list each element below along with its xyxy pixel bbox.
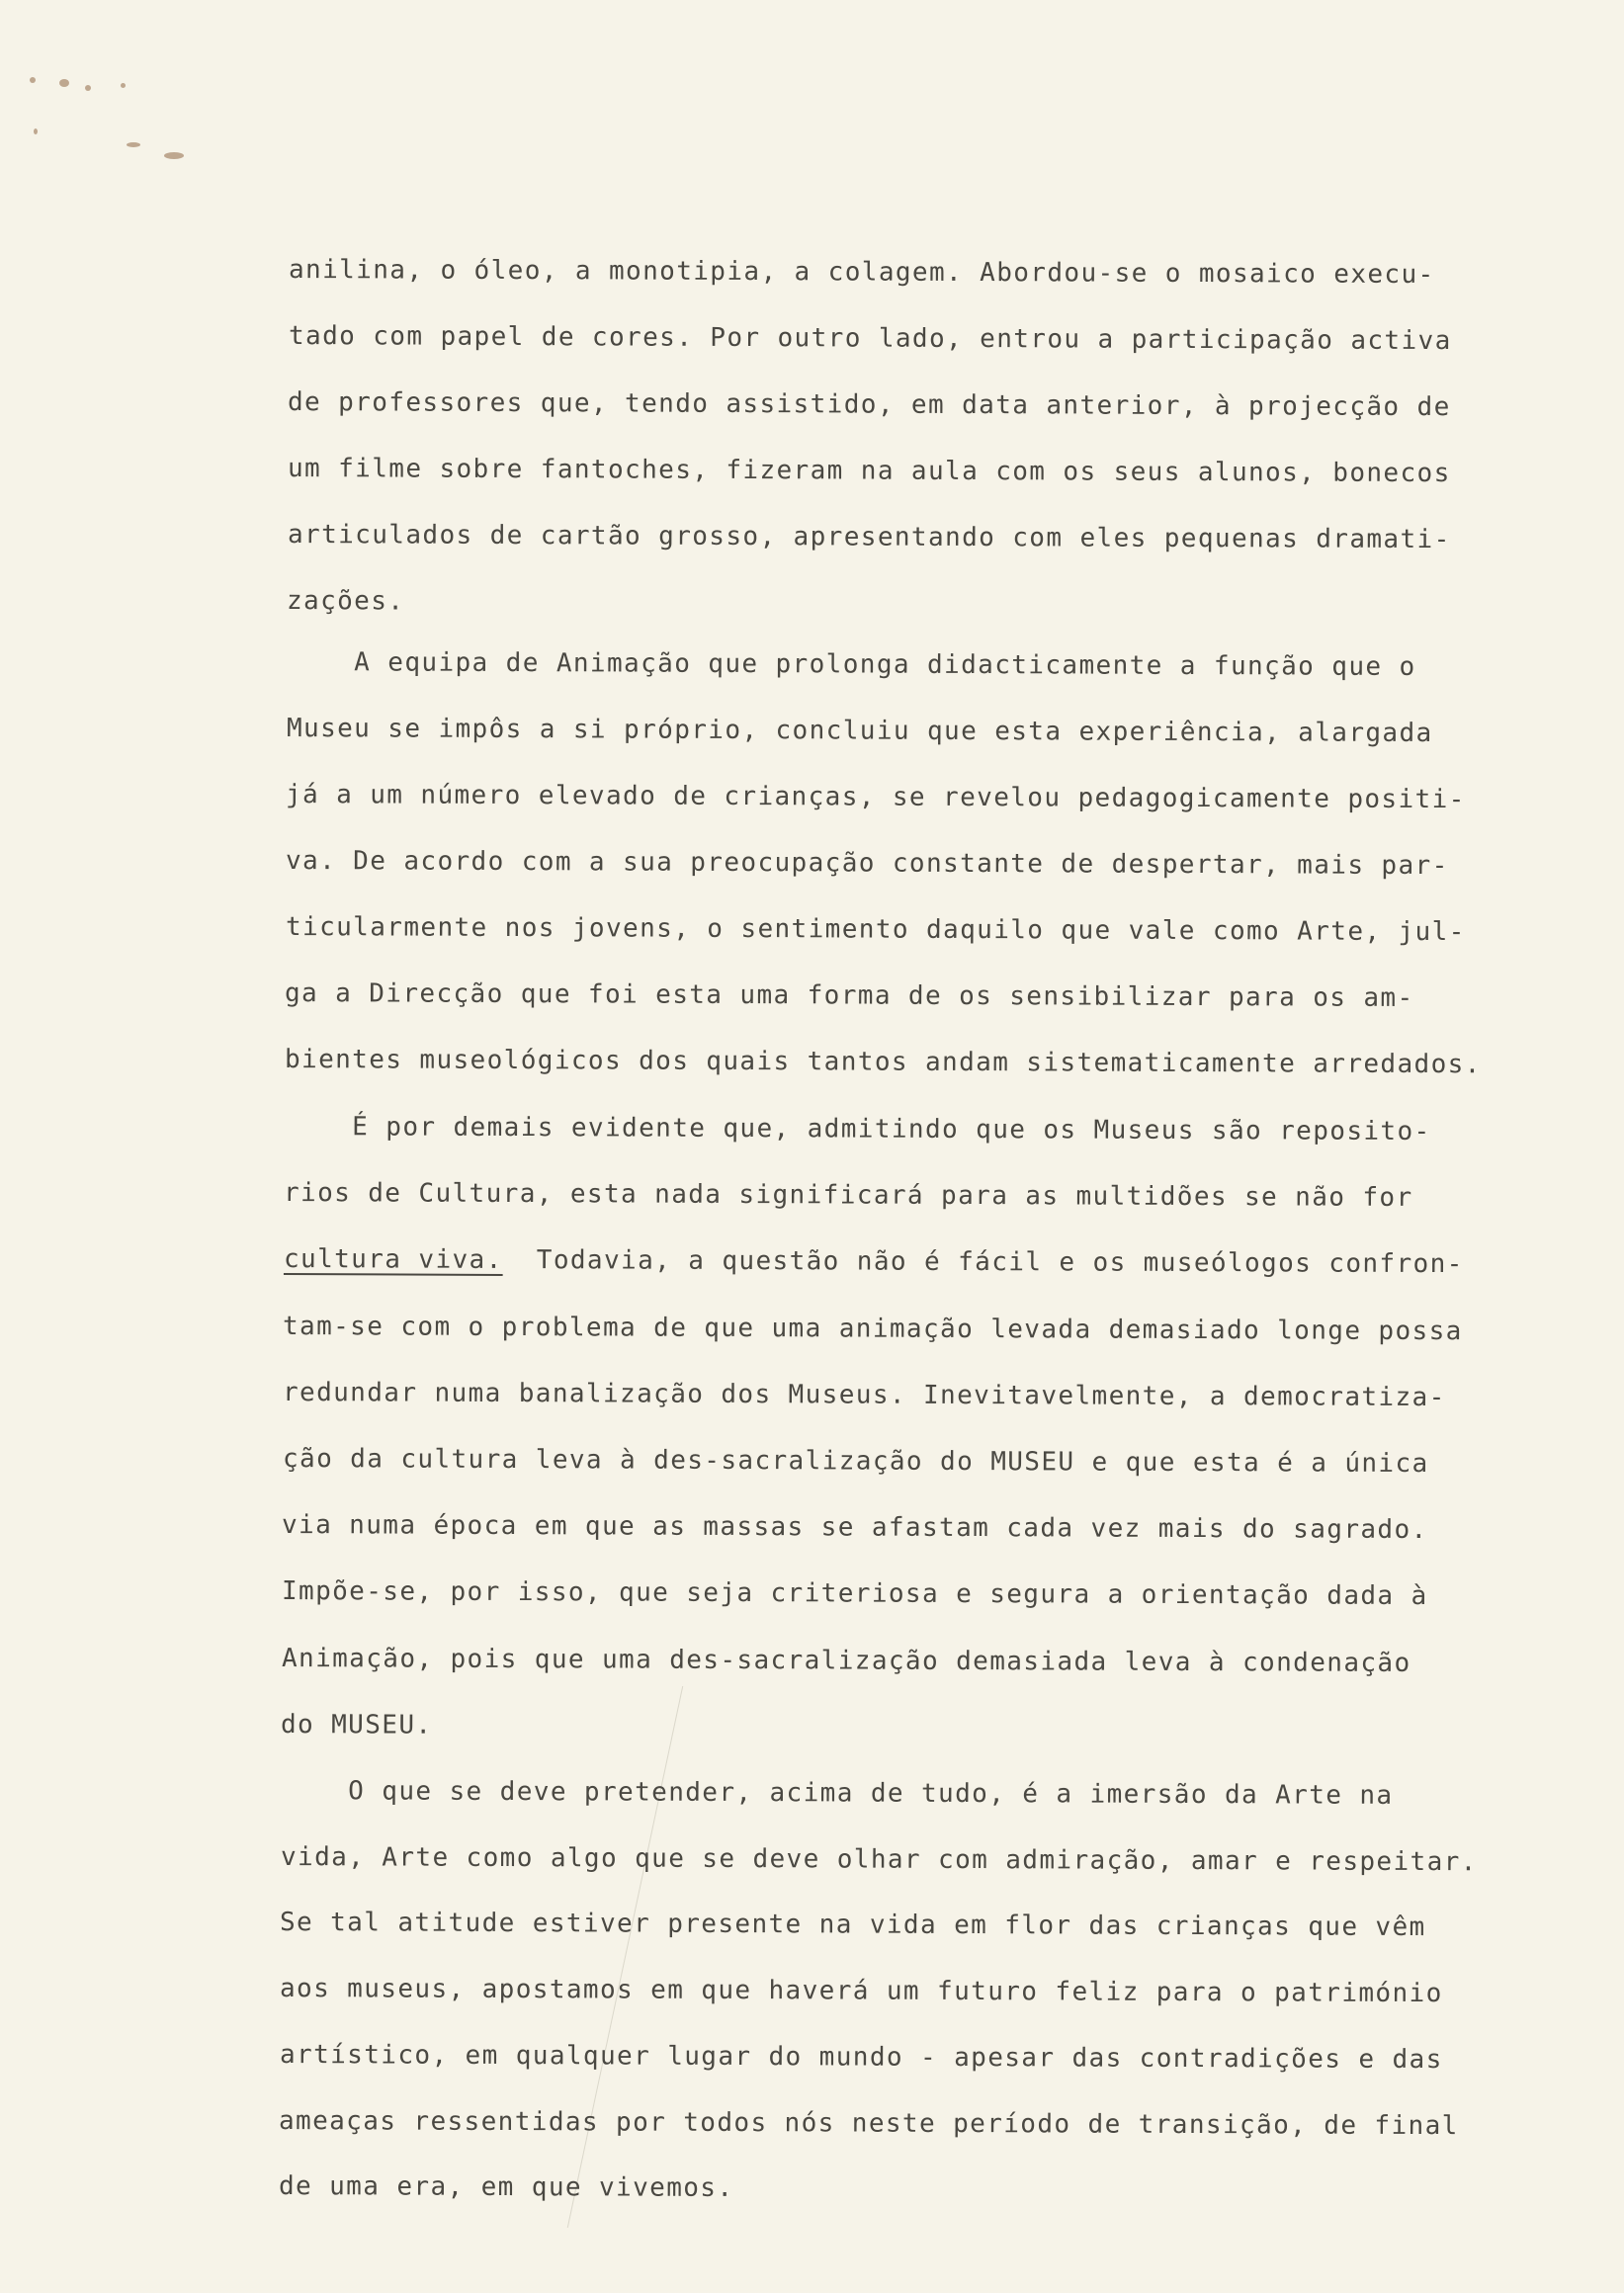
text-line: anilina, o óleo, a monotipia, a colagem. Abordou-se o mosaico execu- (288, 255, 1435, 291)
text-line: já a um número elevado de crianças, se revelou pedagogicamente positi- (286, 780, 1467, 815)
text-line: ameaças ressentidas por todos nós neste período de transição, de final (279, 2105, 1460, 2141)
text-line: O que se deve pretender, acima de tudo, é a imersão da Arte na (280, 1776, 1394, 1811)
ink-spot (164, 152, 184, 159)
ink-spot (127, 142, 140, 147)
text-line: redundar numa banalização dos Museus. Inevitavelmente, a democratiza- (283, 1377, 1446, 1412)
text-line: rios de Cultura, esta nada significará para as multidões se não for (284, 1178, 1413, 1214)
text-line: Animação, pois que uma des-sacralização demasiada leva à condenação (281, 1643, 1411, 1678)
text-line: cultura viva. Todavia, a questão não é fácil e os museólogos confron- (283, 1244, 1464, 1280)
text-line: artístico, em qualquer lugar do mundo - apesar das contradições e das (279, 2039, 1443, 2075)
ink-spot (85, 85, 91, 91)
ink-spot (59, 79, 69, 87)
text-line: tado com papel de cores. Por outro lado, entrou a participação activa (288, 321, 1452, 357)
text-line: Impõe-se, por isso, que seja criteriosa e segura a orientação dada à (282, 1576, 1428, 1612)
text-line: É por demais evidente que, admitindo que os Museus são reposito- (284, 1112, 1431, 1147)
text-line: tam-se com o problema de que uma animação levada demasiado longe possa (283, 1311, 1464, 1346)
text-line: de professores que, tendo assistido, em data anterior, à projecção de (288, 387, 1452, 423)
ink-spot (34, 128, 38, 134)
text-line: zações. (287, 586, 405, 617)
text-line: ticularmente nos jovens, o sentimento daquilo que vale como Arte, jul- (285, 912, 1466, 948)
text-line: vida, Arte como algo que se deve olhar com admiração, amar e respeitar. (280, 1841, 1478, 1877)
text-line: Museu se impôs a si próprio, concluiu que esta experiência, alargada (286, 714, 1433, 749)
text-line: ção da cultura leva à des-sacralização do MUSEU e que esta é a única (282, 1444, 1429, 1480)
paper-crease (567, 1686, 683, 2228)
ink-spot (121, 83, 126, 88)
underlined-phrase: cultura viva. (283, 1244, 503, 1276)
text-line: Se tal atitude estiver presente na vida em flor das crianças que vêm (280, 1908, 1427, 1943)
text-line: do MUSEU. (281, 1709, 433, 1741)
text-line: bientes museológicos dos quais tantos andam sistematicamente arredados. (284, 1045, 1482, 1080)
text-line: va. De acordo com a sua preocupação constante de despertar, mais par- (285, 846, 1449, 882)
text-line: via numa época em que as massas se afastam cada vez mais do sagrado. (282, 1510, 1429, 1546)
text-line: um filme sobre fantoches, fizeram na aula com os seus alunos, bonecos (287, 454, 1451, 489)
ink-spot (30, 77, 36, 83)
text-line: aos museus, apostamos em que haverá um futuro feliz para o património (279, 1974, 1443, 2009)
text-line: ga a Direcção que foi esta uma forma de os sensibilizar para os am- (285, 978, 1414, 1013)
text-line: A equipa de Animação que prolonga didacticamente a função que o (286, 647, 1416, 682)
text-line: articulados de cartão grosso, apresentando com eles pequenas dramati- (287, 520, 1451, 555)
text-line: de uma era, em que vivemos. (278, 2171, 734, 2204)
